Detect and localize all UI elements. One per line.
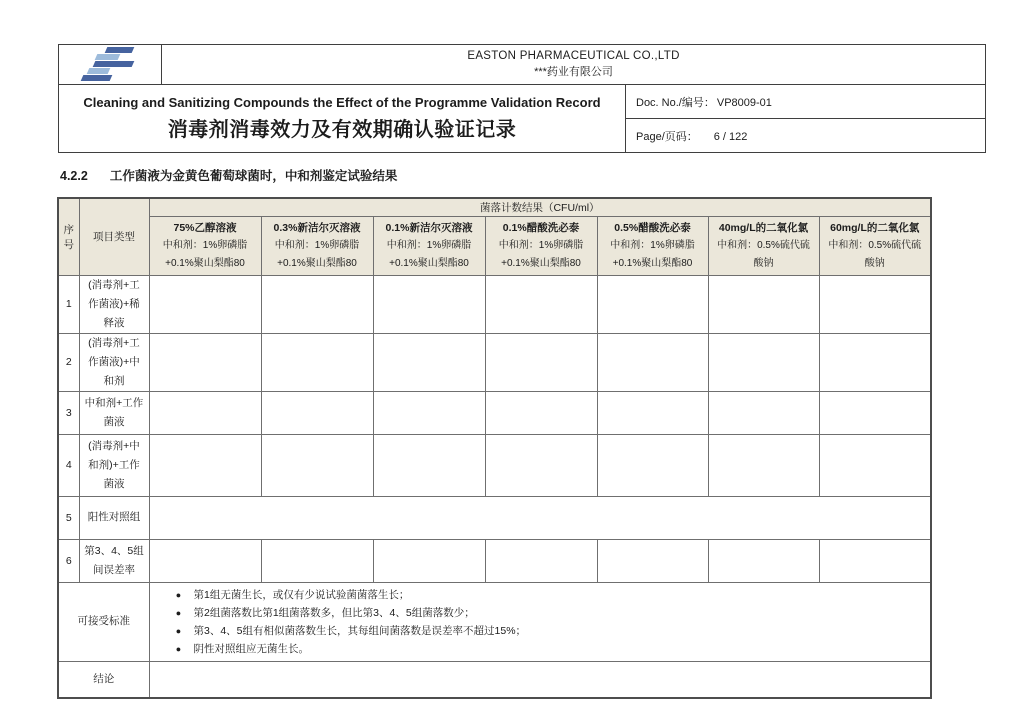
neutralizer-line2: +0.1%聚山梨酯80 <box>165 257 245 269</box>
result-cell <box>708 391 819 434</box>
neutralizer-line2: +0.1%聚山梨酯80 <box>501 257 581 269</box>
acceptance-criterion <box>164 604 927 622</box>
result-cell <box>597 434 708 496</box>
neutralizer-line2: 酸钠 <box>753 257 774 269</box>
doc-no-label: Doc. No./编号： <box>636 96 715 109</box>
table-row <box>58 391 931 434</box>
result-cell <box>819 391 931 434</box>
result-cell <box>373 333 485 391</box>
table-row <box>58 539 931 582</box>
disinfectant-name: 0.1%新洁尔灭溶液 <box>385 221 473 234</box>
page-no-label: Page/页码： <box>636 130 698 143</box>
neutralizer-line2: 酸钠 <box>864 257 885 269</box>
title-cell <box>59 85 626 153</box>
result-cell <box>261 434 373 496</box>
result-cell <box>261 391 373 434</box>
table-row <box>58 496 931 539</box>
result-cell <box>597 333 708 391</box>
neutralizer-line1: 中和剂：1%卵磷脂 <box>610 239 695 251</box>
result-cell <box>261 539 373 582</box>
doc-no-cell <box>626 85 986 119</box>
row-label: 第3、4、5组间误差率 <box>79 539 149 582</box>
result-cell <box>149 434 261 496</box>
table-row <box>58 333 931 391</box>
bullet-icon: ● <box>175 643 182 654</box>
conclusion-cell <box>149 661 931 698</box>
result-cell <box>597 275 708 333</box>
table-row <box>58 434 931 496</box>
result-cell <box>485 275 597 333</box>
result-cell <box>373 275 485 333</box>
result-cell <box>819 333 931 391</box>
result-cell <box>149 539 261 582</box>
company-cell <box>162 45 986 85</box>
disinfectant-name: 0.3%新洁尔灭溶液 <box>273 221 361 234</box>
company-name-cn: ***药业有限公司 <box>534 66 613 78</box>
section-title: 工作菌液为金黄色葡萄球菌时，中和剂鉴定试验结果 <box>109 169 398 183</box>
disinfectant-name: 60mg/L的二氧化氯 <box>830 221 920 234</box>
acceptance-criterion-text: 第2组菌落数比第1组菌落数多，但比第3、4、5组菌落数少； <box>193 606 475 619</box>
result-cell <box>149 333 261 391</box>
result-cell <box>149 275 261 333</box>
neutralizer-line1: 中和剂：1%卵磷脂 <box>162 239 248 251</box>
result-cell <box>708 275 819 333</box>
neutralizer-line2: +0.1%聚山梨酯80 <box>389 257 469 269</box>
result-cell-merged <box>149 496 931 539</box>
neutralizer-line2: +0.1%聚山梨酯80 <box>612 257 693 269</box>
result-cell <box>149 391 261 434</box>
row-seq: 2 <box>58 333 79 391</box>
bullet-icon: ● <box>175 589 182 600</box>
neutralizer-line1: 中和剂：0.5%硫代硫 <box>828 239 922 251</box>
col-header-clo2-60 <box>819 216 931 275</box>
col-header-bromogeramine-03 <box>261 216 373 275</box>
neutralizer-line1: 中和剂：1%卵磷脂 <box>274 239 360 251</box>
row-label: 阳性对照组 <box>79 496 149 539</box>
row-seq: 1 <box>58 275 79 333</box>
neutralizer-line2: +0.1%聚山梨酯80 <box>277 257 357 269</box>
neutralizer-line1: 中和剂：1%卵磷脂 <box>386 239 472 251</box>
disinfectant-name: 0.5%醋酸洗必泰 <box>614 221 691 234</box>
result-cell <box>597 391 708 434</box>
page-no-value: 6 / 122 <box>713 130 748 143</box>
document-title-cn: 消毒剂消毒效力及有效期确认验证记录 <box>167 119 517 142</box>
acceptance-criteria-cell <box>149 582 931 661</box>
doc-no-value: VP8009-01 <box>716 96 772 109</box>
header-table <box>58 44 986 153</box>
result-cell <box>819 275 931 333</box>
result-cell <box>708 333 819 391</box>
section-number: 4.2.2 <box>60 169 88 183</box>
row-label: (消毒剂+工作菌液)+中和剂 <box>79 333 149 391</box>
bullet-icon: ● <box>175 607 182 618</box>
result-cell <box>485 434 597 496</box>
col-header-ethanol-75 <box>149 216 261 275</box>
result-cell <box>373 539 485 582</box>
acceptance-criterion-text: 第3、4、5组有相似菌落数生长，其每组间菌落数是误差率不超过15%； <box>193 624 527 637</box>
result-cell <box>261 333 373 391</box>
document-title-en: Cleaning and Sanitizing Compounds the Effect of the Programme Validation Record <box>83 94 601 110</box>
table-row <box>58 275 931 333</box>
acceptance-criterion-text: 第1组无菌生长，或仅有少说试验菌菌落生长； <box>193 588 410 601</box>
conclusion-label: 结论 <box>58 661 149 698</box>
result-cell <box>485 391 597 434</box>
acceptance-criterion-text: 阴性对照组应无菌生长。 <box>193 642 309 655</box>
col-header-clo2-40 <box>708 216 819 275</box>
row-seq: 3 <box>58 391 79 434</box>
result-cell <box>373 434 485 496</box>
result-cell <box>485 333 597 391</box>
page-no-cell <box>626 119 986 153</box>
disinfectant-name: 75%乙醇溶液 <box>173 221 237 234</box>
row-label: 中和剂+工作菌液 <box>79 391 149 434</box>
acceptance-row <box>58 582 931 661</box>
row-seq: 4 <box>58 434 79 496</box>
row-label: (消毒剂+工作菌液)+稀释液 <box>79 275 149 333</box>
conclusion-row <box>58 661 931 698</box>
company-name-en: EASTON PHARMACEUTICAL CO.,LTD <box>467 50 680 62</box>
col-header-item-type: 项目类型 <box>79 198 149 275</box>
col-header-chlorhexidine-01 <box>485 216 597 275</box>
logo-cell <box>59 45 162 85</box>
col-header-bromogeramine-01 <box>373 216 485 275</box>
col-header-cfu-result: 菌落计数结果（CFU/ml） <box>149 198 931 216</box>
result-cell <box>485 539 597 582</box>
result-cell <box>708 434 819 496</box>
section-heading <box>60 166 397 184</box>
result-cell <box>597 539 708 582</box>
col-header-chlorhexidine-05 <box>597 216 708 275</box>
result-cell <box>261 275 373 333</box>
row-seq: 5 <box>58 496 79 539</box>
disinfectant-name: 40mg/L的二氧化氯 <box>718 221 809 234</box>
acceptance-criterion <box>164 622 927 640</box>
acceptance-criterion <box>164 586 927 604</box>
acceptance-criterion <box>164 640 927 658</box>
col-header-seq: 序号 <box>58 198 79 275</box>
company-logo-icon <box>79 47 141 82</box>
result-cell <box>373 391 485 434</box>
bullet-icon: ● <box>175 625 182 636</box>
results-table <box>57 197 932 699</box>
row-label: (消毒剂+中和剂)+工作菌液 <box>79 434 149 496</box>
disinfectant-name: 0.1%醋酸洗必泰 <box>502 221 580 234</box>
row-seq: 6 <box>58 539 79 582</box>
result-cell <box>819 539 931 582</box>
result-cell <box>819 434 931 496</box>
result-cell <box>708 539 819 582</box>
neutralizer-line1: 中和剂：0.5%硫代硫 <box>717 239 810 251</box>
acceptance-label: 可接受标准 <box>58 582 149 661</box>
neutralizer-line1: 中和剂：1%卵磷脂 <box>498 239 584 251</box>
